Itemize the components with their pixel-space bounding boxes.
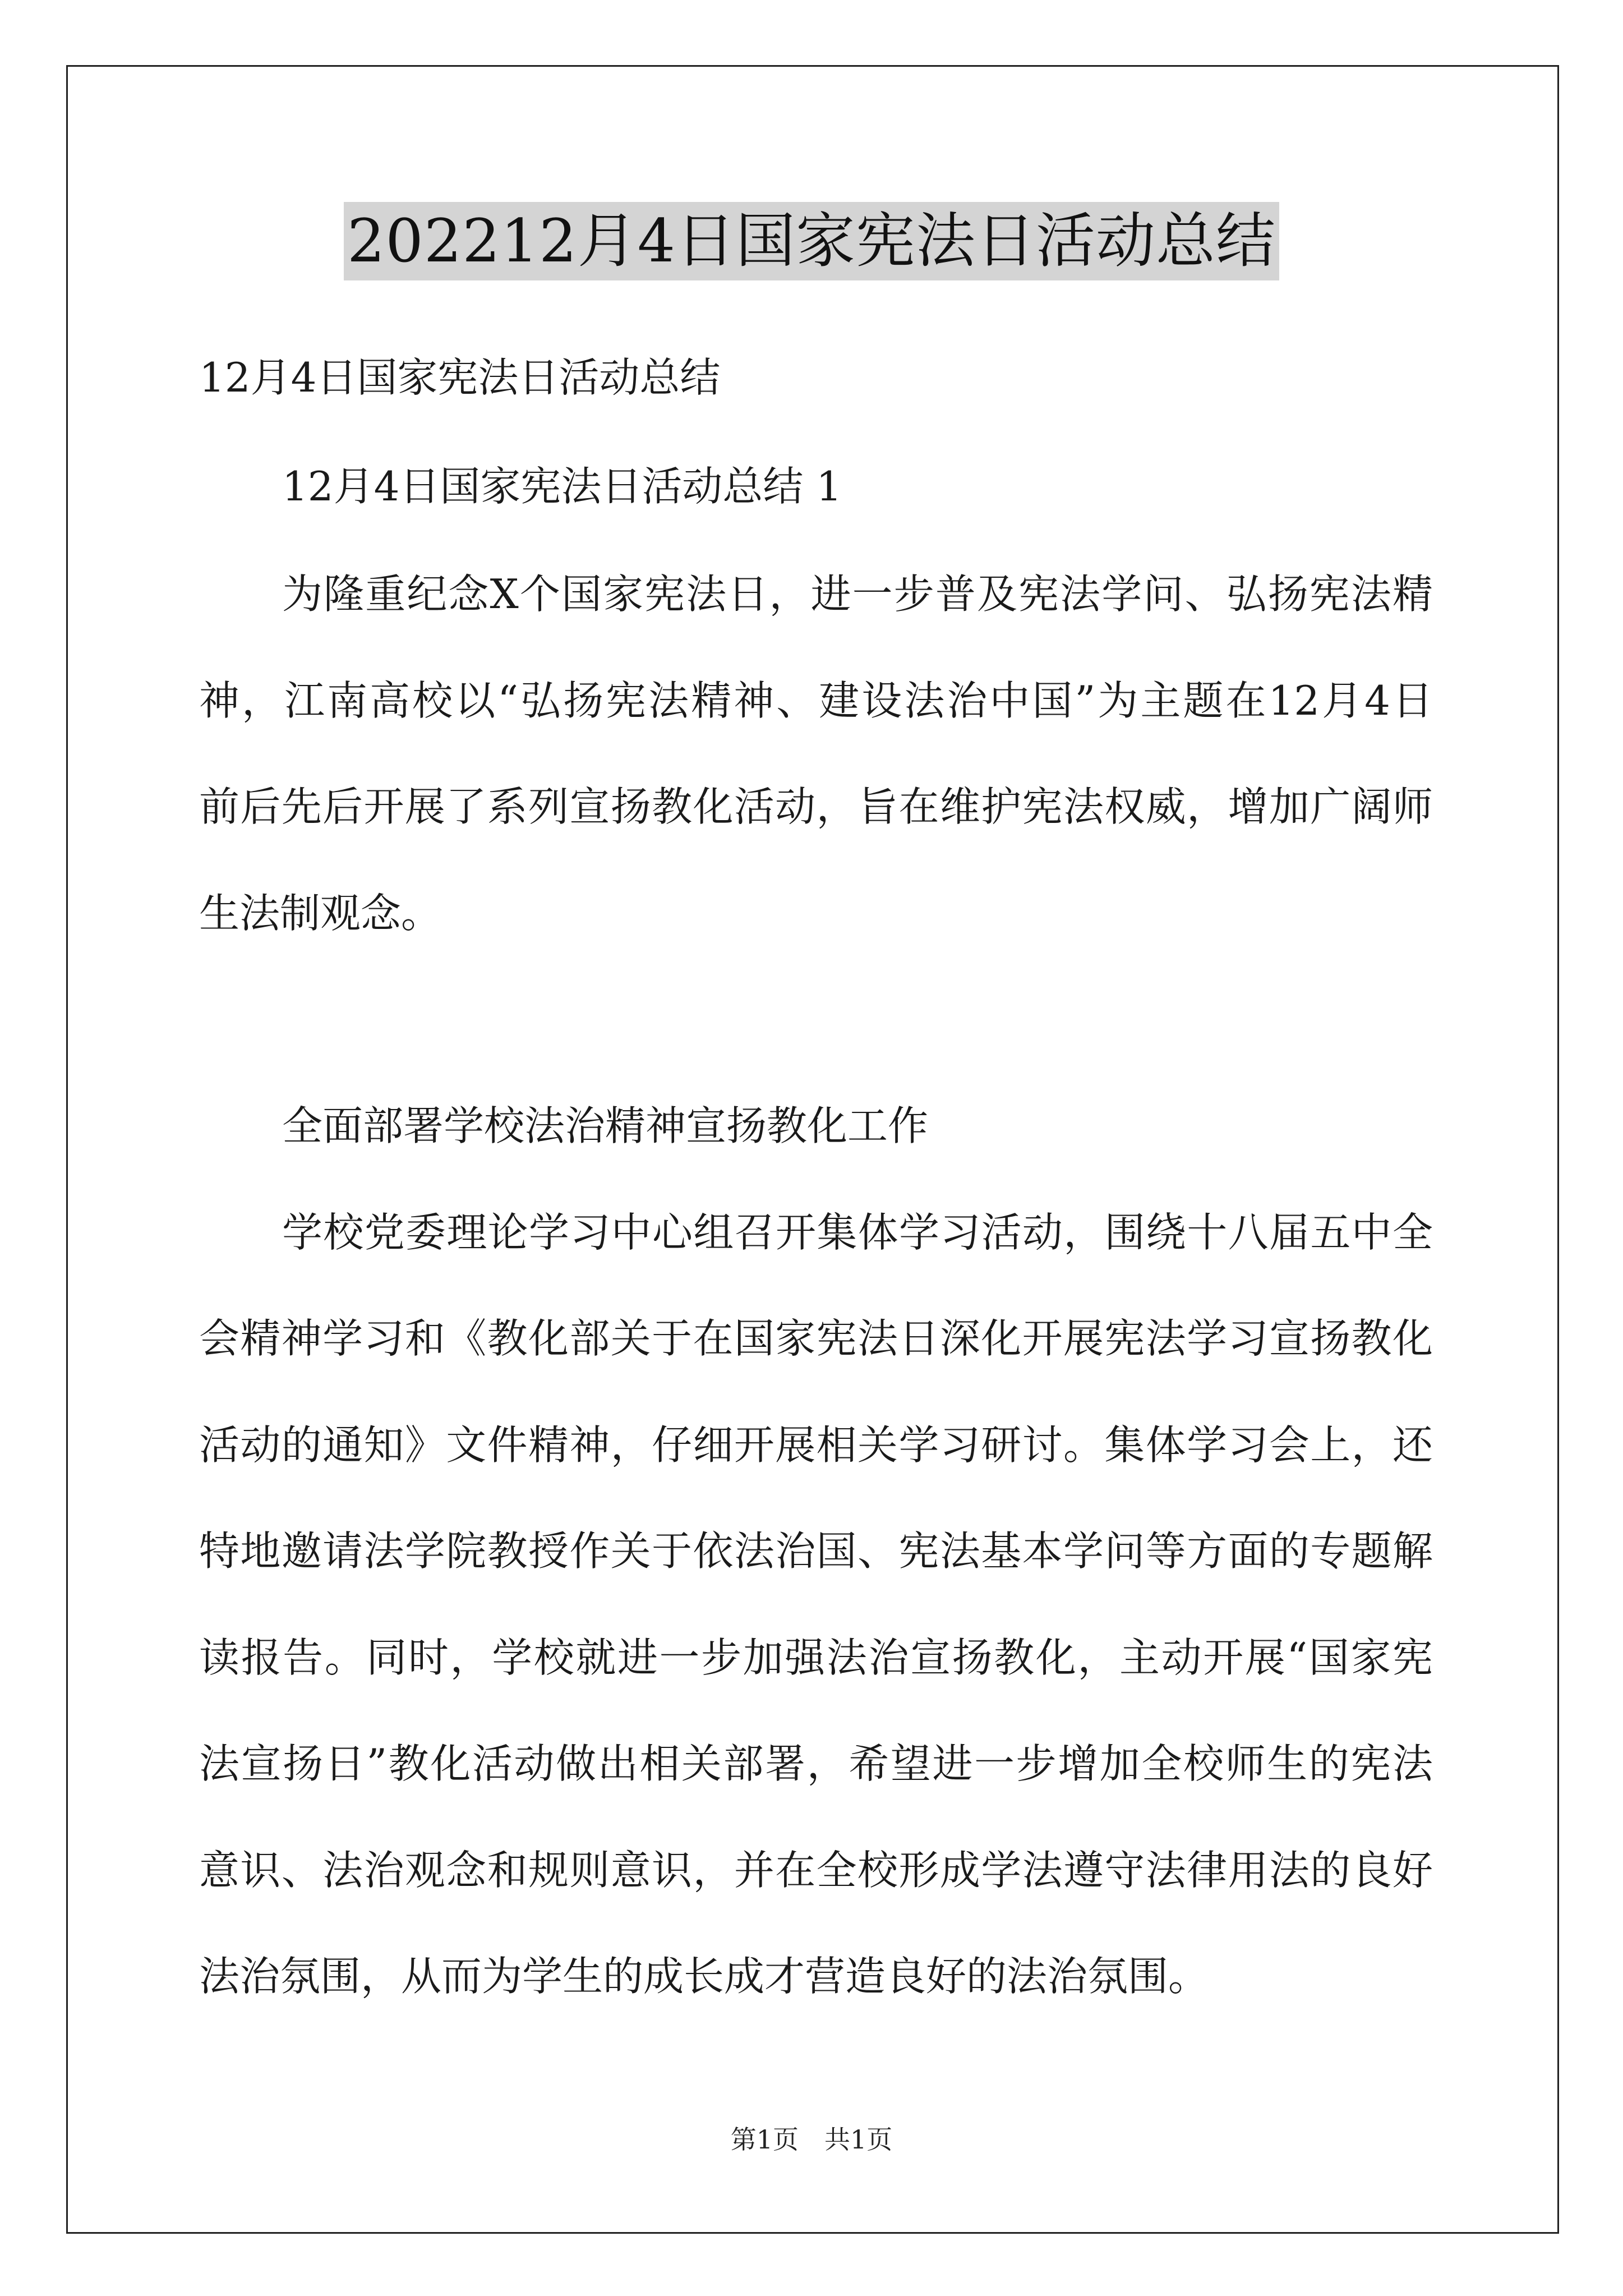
page-number-footer: 第1页 共1页 bbox=[730, 2124, 893, 2155]
paragraph-line: 法宣扬日”教化活动做出相关部署，希望进一步增加全校师生的宪法 bbox=[199, 1740, 1433, 1787]
paragraph-line: 活动的通知》文件精神，仔细开展相关学习研讨。集体学习会上，还 bbox=[199, 1421, 1433, 1469]
document-title: 202212月4日国家宪法日活动总结 bbox=[344, 202, 1279, 280]
paragraph-line: 特地邀请法学院教授作关于依法治国、宪法基本学问等方面的专题解 bbox=[199, 1527, 1433, 1575]
paragraph-line: 神，江南高校以“弘扬宪法精神、建设法治中国”为主题在12月4日 bbox=[199, 677, 1433, 724]
title-block bbox=[0, 202, 1623, 280]
paragraph-line: 学校党委理论学习中心组召开集体学习活动，围绕十八届五中全 bbox=[282, 1209, 1433, 1256]
paragraph-line: 法治氛围，从而为学生的成长成才营造良好的法治氛围。 bbox=[199, 1953, 1209, 2000]
document-subtitle: 12月4日国家宪法日活动总结 bbox=[199, 354, 721, 401]
subheading: 全面部署学校法治精神宣扬教化工作 bbox=[282, 1102, 929, 1149]
paragraph-line: 会精神学习和《教化部关于在国家宪法日深化开展宪法学习宣扬教化 bbox=[199, 1315, 1433, 1362]
paragraph-line: 前后先后开展了系列宣扬教化活动，旨在维护宪法权威，增加广阔师 bbox=[199, 783, 1433, 830]
section-heading: 12月4日国家宪法日活动总结 1 bbox=[282, 463, 842, 510]
paragraph-line: 意识、法治观念和规则意识，并在全校形成学法遵守法律用法的良好 bbox=[199, 1847, 1433, 1894]
paragraph-line: 为隆重纪念X个国家宪法日，进一步普及宪法学问、弘扬宪法精 bbox=[282, 570, 1433, 618]
paragraph-line: 生法制观念。 bbox=[199, 890, 442, 937]
paragraph-line: 读报告。同时，学校就进一步加强法治宣扬教化，主动开展“国家宪 bbox=[199, 1634, 1433, 1681]
